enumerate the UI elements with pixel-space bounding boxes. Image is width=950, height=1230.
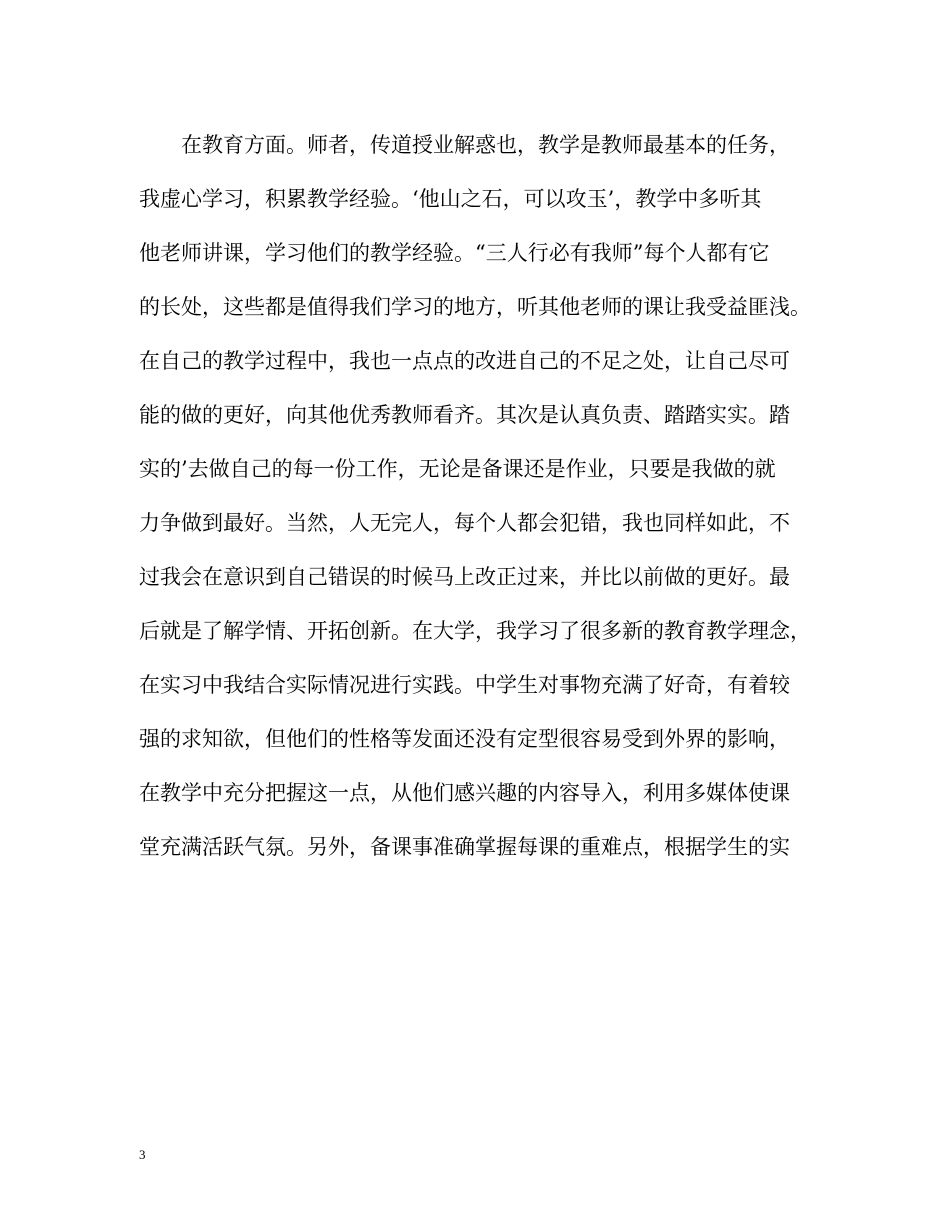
text-line: 在实习中我结合实际情况进行实践。中学生对事物充满了好奇，有着较 [139, 673, 790, 697]
text-line: 在教学中充分把握这一点，从他们感兴趣的内容导入，利用多媒体使课 [139, 781, 790, 805]
body-paragraph [139, 125, 839, 881]
text-line: 我虚心学习，积累教学经验。‘他山之石，可以攻玉’，教学中多听其 [139, 187, 762, 211]
text-line: 实的’去做自己的每一份工作，无论是备课还是作业，只要是我做的就 [139, 457, 776, 481]
text-line: 过我会在意识到自己错误的时候马上改正过来，并比以前做的更好。最 [139, 565, 790, 589]
text-line: 他老师讲课，学习他们的教学经验。“三人行必有我师”每个人都有它 [139, 241, 770, 265]
text-line: 在自己的教学过程中，我也一点点的改进自己的不足之处，让自己尽可 [139, 349, 790, 373]
text-line: 能的做的更好，向其他优秀教师看齐。其次是认真负责、踏踏实实。踏 [139, 403, 790, 427]
text-line: 在教育方面。师者，传道授业解惑也，教学是教师最基本的任务， [181, 133, 790, 157]
text-line: 强的求知欲，但他们的性格等发面还没有定型很容易受到外界的影响， [139, 727, 790, 751]
text-line: 堂充满活跃气氛。另外，备课事准确掌握每课的重难点，根据学生的实 [139, 835, 790, 859]
text-line: 后就是了解学情、开拓创新。在大学，我学习了很多新的教育教学理念， [139, 619, 811, 643]
page-number: 3 [139, 1147, 146, 1162]
text-line: 力争做到最好。当然，人无完人，每个人都会犯错，我也同样如此，不 [139, 511, 790, 535]
text-line: 的长处，这些都是值得我们学习的地方，听其他老师的课让我受益匪浅。 [139, 295, 811, 319]
